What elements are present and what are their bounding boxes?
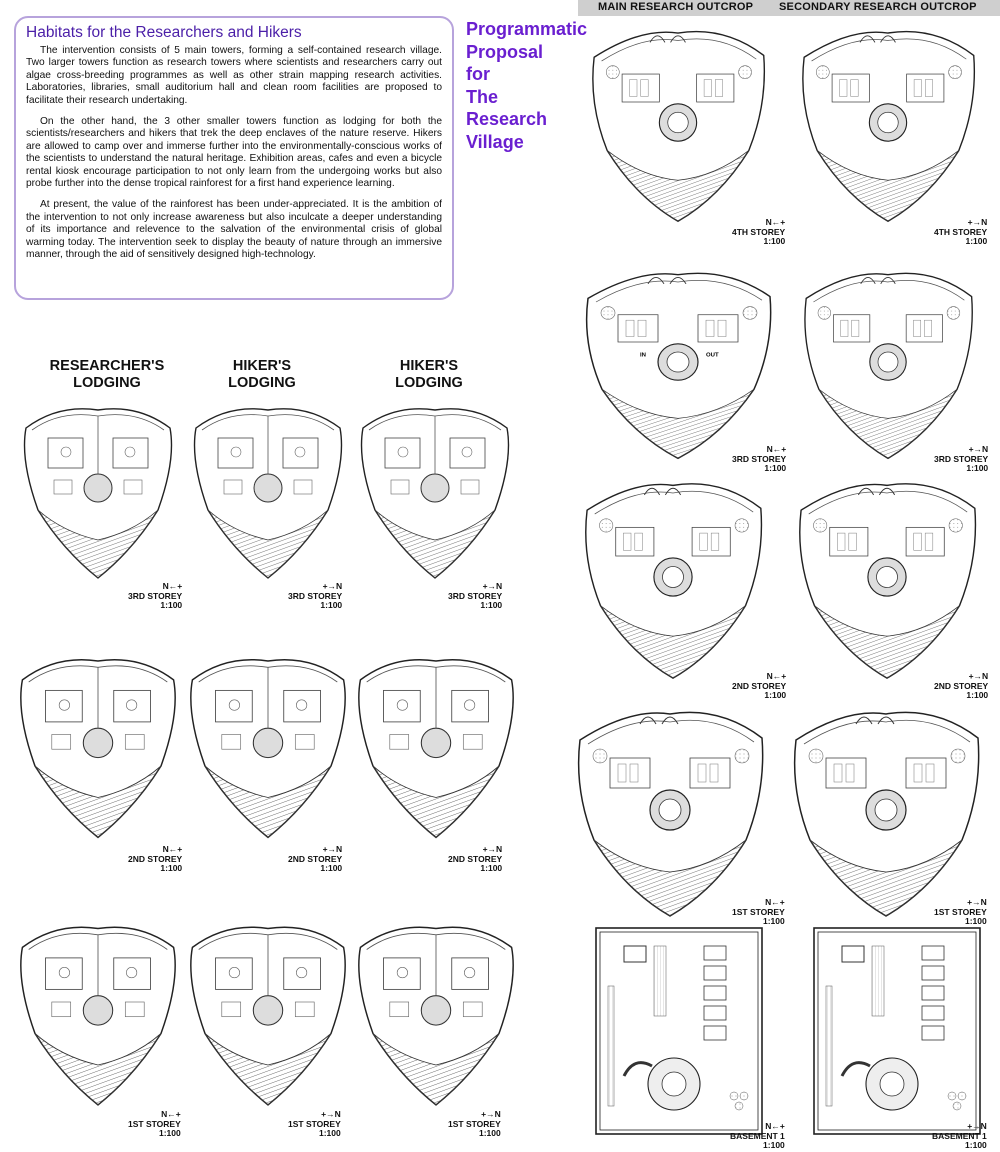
north-arrow: +→N	[968, 671, 989, 681]
plan-caption	[732, 218, 785, 247]
heading-line: LODGING	[73, 375, 141, 391]
intro-text-box	[14, 16, 454, 300]
north-arrow: N←+	[765, 217, 786, 227]
north-arrow: +→N	[967, 217, 988, 227]
proposal-title-line: Proposal	[466, 41, 544, 62]
hiker-lodging-a-2nd-storey-plan	[184, 650, 352, 840]
north-arrow: N←+	[162, 844, 183, 854]
storey-label: 2ND STOREY	[448, 853, 503, 864]
north-arrow: +→N	[482, 844, 503, 854]
plan-caption	[288, 845, 342, 874]
scale-label: 1:100	[763, 236, 786, 246]
scale-label: 1:100	[965, 1140, 987, 1150]
plan-caption	[128, 582, 182, 611]
researcher-lodging-1st-storey-plan	[14, 915, 182, 1110]
plan-caption	[732, 898, 785, 927]
storey-label: 3RD STOREY	[448, 590, 503, 601]
storey-label: 1ST STOREY	[128, 1118, 181, 1129]
north-arrow: +→N	[322, 581, 343, 591]
secondary-research-3rd-storey-plan	[788, 262, 988, 462]
secondary-research-4th-storey-plan	[788, 20, 988, 225]
storey-label: 3RD STOREY	[128, 590, 183, 601]
scale-label: 1:100	[764, 463, 787, 473]
plan-caption	[448, 582, 502, 611]
hiker-lodging-b-3rd-storey-plan	[355, 400, 515, 580]
hikers-lodging-heading-2	[354, 358, 504, 392]
paragraph-1: The intervention consists of 5 main towers, forming a self-contained research village. Two larger towers function as research towers where scientists and researchers carry out algae cross-breeding programmes as well as other strain mapping research activities. Laboratories, libraries, small auditorium hall and clean room facilities are proposed to facilitate their research undertaking.	[26, 45, 442, 106]
main-research-outcrop-heading: MAIN RESEARCH OUTCROP	[598, 1, 754, 13]
plan-caption	[288, 582, 342, 611]
proposal-title-line: Research	[466, 109, 548, 129]
main-research-3rd-storey-plan	[578, 262, 778, 462]
plan-caption	[128, 1110, 181, 1139]
plan-caption	[288, 1110, 341, 1139]
north-arrow: N←+	[161, 1109, 181, 1119]
scale-label: 1:100	[160, 863, 183, 873]
storey-label: BASEMENT 1	[932, 1130, 987, 1141]
heading-line: HIKER'S	[399, 358, 459, 374]
north-arrow: N←+	[766, 444, 787, 454]
storey-label: 4TH STOREY	[934, 226, 988, 237]
main-research-2nd-storey-plan	[568, 472, 778, 682]
plan-caption	[128, 845, 182, 874]
heading-line: LODGING	[228, 375, 296, 391]
north-arrow: +→N	[482, 581, 503, 591]
secondary-research-1st-storey-plan	[778, 700, 994, 920]
hiker-lodging-b-1st-storey-plan	[352, 915, 520, 1110]
storey-label: 2ND STOREY	[732, 680, 787, 691]
north-arrow: +→N	[967, 1121, 987, 1131]
scale-label: 1:100	[764, 690, 787, 700]
plan-caption	[448, 1110, 501, 1139]
plan-caption	[730, 1122, 785, 1151]
north-arrow: N←+	[162, 581, 183, 591]
paragraph-3: At present, the value of the rainforest has been under-appreciated. It is the ambition of the intervention to not only increase awareness but also inculcate a deeper understanding of its importance and relevence to the salvation of the environmental crisis of global warming today. The intervention seek to display the beauty of nature through an immersive manner, through the aid of sensitively designed high-technology.	[26, 199, 442, 261]
north-arrow: +→N	[481, 1109, 501, 1119]
main-research-basement-plan	[594, 926, 764, 1136]
storey-label: 2ND STOREY	[128, 853, 183, 864]
scale-label: 1:100	[763, 916, 785, 926]
hiker-lodging-a-3rd-storey-plan	[188, 400, 348, 580]
plan-caption	[448, 845, 502, 874]
proposal-title-line: Village	[466, 131, 524, 152]
storey-label: 1ST STOREY	[934, 906, 987, 917]
secondary-research-basement-plan	[812, 926, 982, 1136]
north-arrow: +→N	[322, 844, 343, 854]
scale-label: 1:100	[159, 1128, 181, 1138]
in-label: IN	[640, 352, 646, 359]
plan-caption	[934, 218, 987, 247]
scale-label: 1:100	[320, 863, 343, 873]
out-label: OUT	[706, 352, 719, 359]
researcher-lodging-3rd-storey-plan	[18, 400, 178, 580]
proposal-title-line: The	[466, 86, 499, 107]
hikers-lodging-heading-1	[187, 358, 337, 392]
researchers-lodging-heading	[32, 358, 182, 392]
storey-label: 3RD STOREY	[934, 453, 989, 464]
storey-label: 3RD STOREY	[732, 453, 787, 464]
storey-label: BASEMENT 1	[730, 1130, 785, 1141]
scale-label: 1:100	[319, 1128, 341, 1138]
scale-label: 1:100	[320, 600, 343, 610]
heading-line: HIKER'S	[232, 358, 292, 374]
proposal-title-line: for	[466, 64, 490, 84]
north-arrow: N←+	[766, 671, 787, 681]
plan-caption	[934, 672, 988, 701]
hiker-lodging-b-2nd-storey-plan	[352, 650, 520, 840]
storey-label: 2ND STOREY	[288, 853, 343, 864]
storey-label: 1ST STOREY	[288, 1118, 341, 1129]
storey-label: 1ST STOREY	[732, 906, 785, 917]
scale-label: 1:100	[966, 690, 989, 700]
heading-line: RESEARCHER'S	[49, 358, 165, 374]
paragraph-2: On the other hand, the 3 other smaller towers function as lodging for both the scientists/researchers and hikers that trek the deep enclaves of the nature reserve. Hikers are allowed to camp over and immerse further into the environmentally-conscious works of the scientists to understand the natural heritage. Exhibition areas, cafes and even a bicycle rental kiosk encourage participation to not only learn from the undergoing works but also probe further into the dense tropical rainforest for a first hand experience learning.	[26, 116, 442, 190]
plan-caption	[732, 445, 786, 474]
text-box-title: Habitats for the Researchers and Hikers	[26, 24, 302, 41]
scale-label: 1:100	[965, 236, 988, 246]
heading-line: LODGING	[395, 375, 463, 391]
storey-label: 2ND STOREY	[934, 680, 989, 691]
scale-label: 1:100	[966, 463, 989, 473]
storey-label: 3RD STOREY	[288, 590, 343, 601]
hiker-lodging-a-1st-storey-plan	[184, 915, 352, 1110]
scale-label: 1:100	[160, 600, 183, 610]
north-arrow: +→N	[321, 1109, 341, 1119]
scale-label: 1:100	[480, 600, 503, 610]
researcher-lodging-2nd-storey-plan	[14, 650, 182, 840]
storey-label: 1ST STOREY	[448, 1118, 501, 1129]
main-research-1st-storey-plan	[562, 700, 778, 920]
secondary-research-outcrop-heading: SECONDARY RESEARCH OUTCROP	[779, 1, 977, 13]
plan-caption	[934, 898, 987, 927]
main-research-4th-storey-plan	[578, 20, 778, 225]
proposal-title-line: Programmatic	[466, 19, 588, 39]
north-arrow: N←+	[765, 1121, 785, 1131]
plan-caption	[934, 445, 988, 474]
secondary-research-2nd-storey-plan	[782, 472, 992, 682]
plan-caption	[932, 1122, 987, 1151]
north-arrow: N←+	[765, 897, 785, 907]
scale-label: 1:100	[479, 1128, 501, 1138]
north-arrow: +→N	[968, 444, 989, 454]
plan-caption	[732, 672, 786, 701]
scale-label: 1:100	[480, 863, 503, 873]
scale-label: 1:100	[965, 916, 987, 926]
north-arrow: +→N	[967, 897, 987, 907]
scale-label: 1:100	[763, 1140, 785, 1150]
storey-label: 4TH STOREY	[732, 226, 786, 237]
